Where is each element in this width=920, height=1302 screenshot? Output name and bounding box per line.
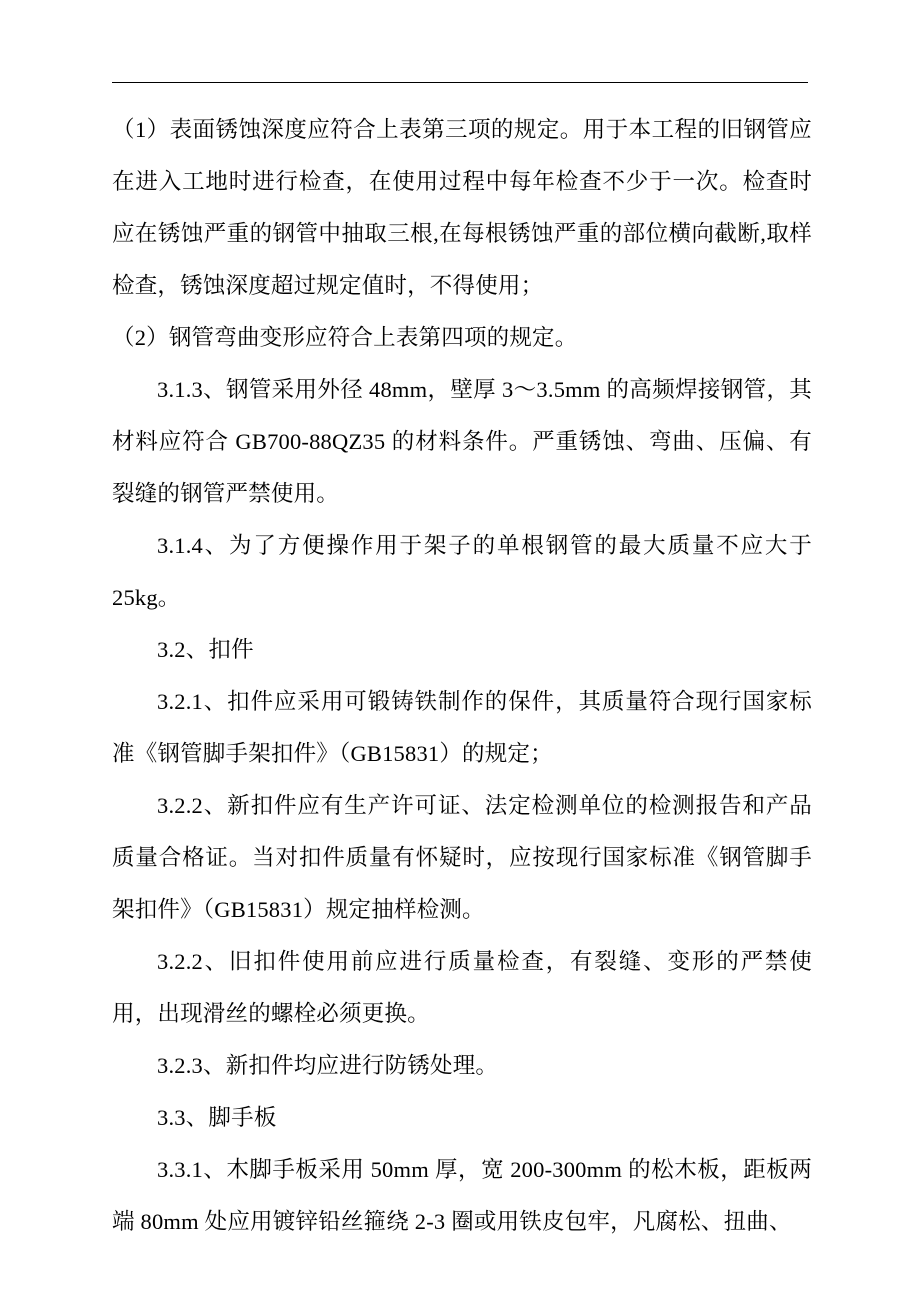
paragraph: 3.1.3、钢管采用外径 48mm，壁厚 3～3.5mm 的高频焊接钢管，其材料应符合 GB700-88QZ35 的材料条件。严重锈蚀、弯曲、压偏、有裂缝的钢管严禁使用。 [112,377,812,506]
paragraph: 3.3、脚手板 [157,1105,277,1130]
document-body [112,104,818,1248]
paragraph: 3.3.1、木脚手板采用 50mm 厚，宽 200-300mm 的松木板，距板两端 80mm 处应用镀锌铅丝箍绕 2-3 圈或用铁皮包牢，凡腐松、扭曲、 [112,1157,812,1234]
header-divider [112,82,808,83]
paragraph: 3.2.2、旧扣件使用前应进行质量检查，有裂缝、变形的严禁使用，出现滑丝的螺栓必须更换。 [112,949,812,1026]
paragraph: 3.2.3、新扣件均应进行防锈处理。 [157,1053,499,1078]
paragraph: （2）钢管弯曲变形应符合上表第四项的规定。 [112,325,578,350]
paragraph: （1）表面锈蚀深度应符合上表第三项的规定。用于本工程的旧钢管应在进入工地时进行检查，在使用过程中每年检查不少于一次。检查时应在锈蚀严重的钢管中抽取三根,在每根锈蚀严重的部位横向截断,取样检查，锈蚀深度超过规定值时，不得使用； [112,117,812,298]
paragraph: 3.2.2、新扣件应有生产许可证、法定检测单位的检测报告和产品质量合格证。当对扣件质量有怀疑时，应按现行国家标准《钢管脚手架扣件》（GB15831）规定抽样检测。 [112,793,812,922]
paragraph: 3.2、扣件 [157,637,254,662]
paragraph: 3.1.4、为了方便操作用于架子的单根钢管的最大质量不应大于 25kg。 [112,533,818,610]
paragraph: 3.2.1、扣件应采用可锻铸铁制作的保件，其质量符合现行国家标准《钢管脚手架扣件》（GB15831）的规定； [112,689,812,766]
